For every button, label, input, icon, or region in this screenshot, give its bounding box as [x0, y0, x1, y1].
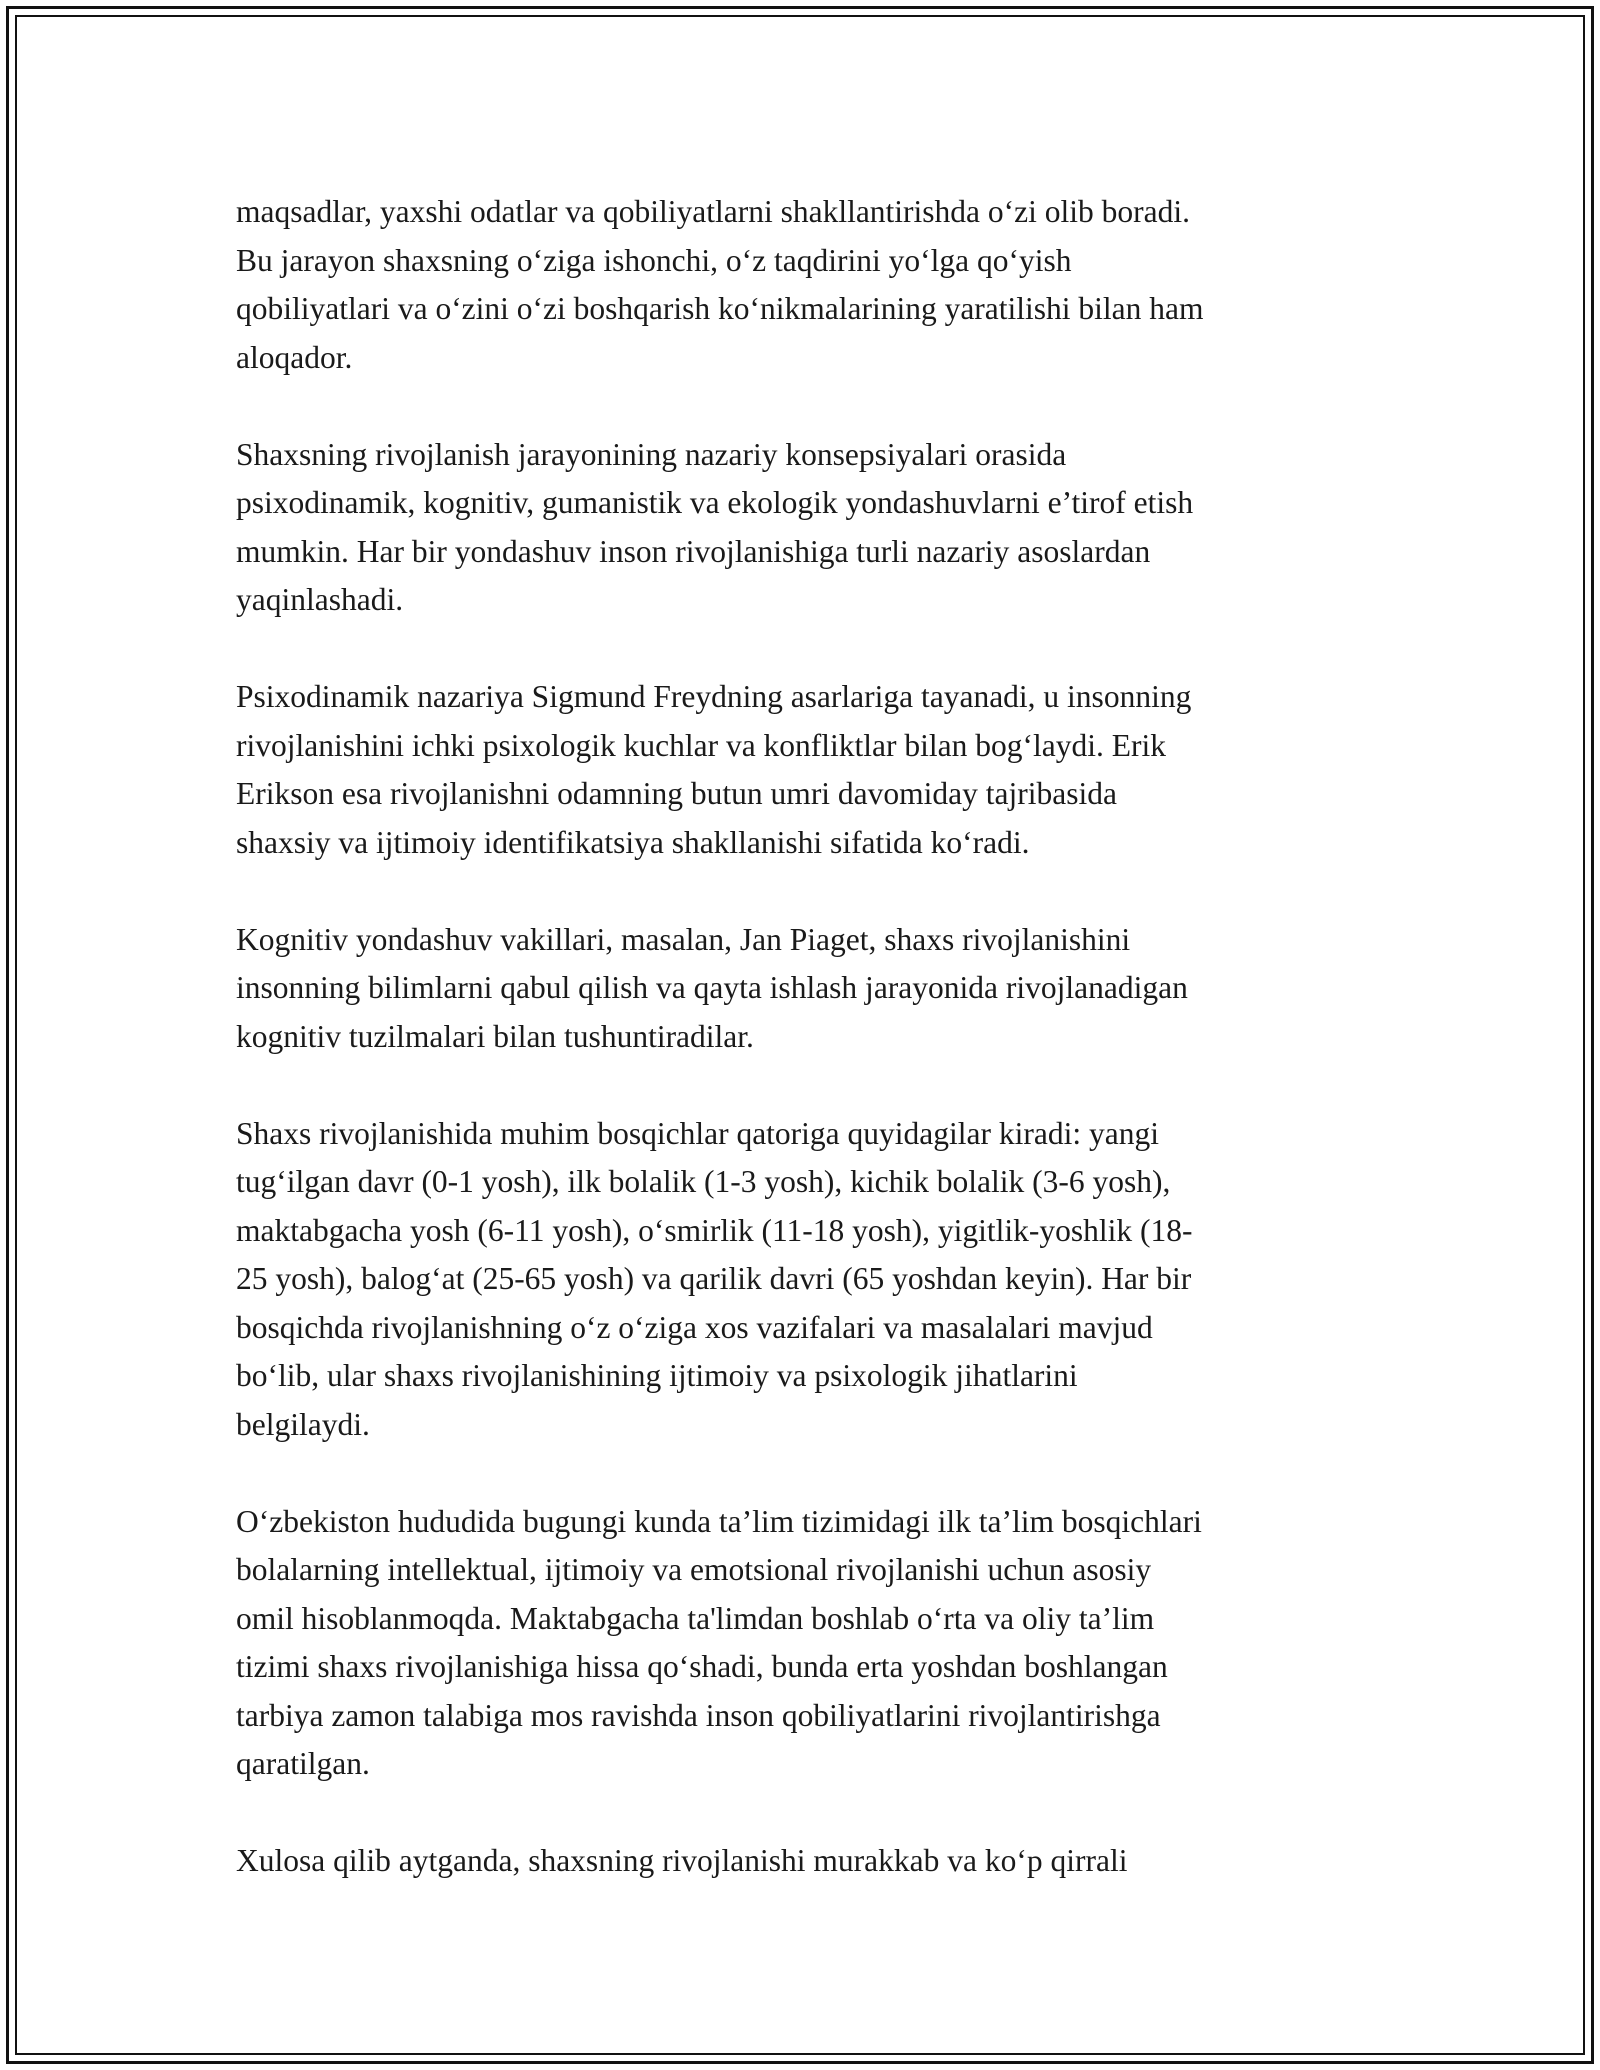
text-line: O‘zbekiston hududida bugungi kunda ta’lim tizimidagi ilk ta’lim bosqichlari: [236, 1503, 1202, 1539]
text-line: Xulosa qilib aytganda, shaxsning rivojlanishi murakkab va ko‘p qirrali: [236, 1843, 1128, 1878]
text-line: bo‘lib, ular shaxs rivojlanishining ijtimoiy va psixologik jihatlarini: [236, 1358, 1078, 1393]
text-line: 25 yosh), balog‘at (25-65 yosh) va qarilik davri (65 yoshdan keyin). Har bir: [236, 1261, 1192, 1296]
text-line: Erikson esa rivojlanishni odamning butun umri davomiday tajribasida: [236, 776, 1117, 811]
text-line: belgilaydi.: [236, 1406, 370, 1442]
text-line: aloqador.: [236, 339, 353, 375]
text-line: tug‘ilgan davr (0-1 yosh), ilk bolalik (1-3 yosh), kichik bolalik (3-6 yosh),: [236, 1164, 1171, 1199]
paragraph-1: [236, 188, 1386, 382]
paragraph-5: [236, 1110, 1386, 1450]
text-line: qaratilgan.: [236, 1746, 370, 1781]
text-line: qobiliyatlari va o‘zini o‘zi boshqarish ko‘nikmalarining yaratilishi bilan ham: [236, 291, 1204, 326]
paragraph-4: [236, 916, 1386, 1062]
text-line: rivojlanishini ichki psixologik kuchlar va konfliktlar bilan bog‘laydi. Erik: [236, 727, 1166, 763]
paragraph-2: [236, 431, 1386, 625]
text-line: Shaxs rivojlanishida muhim bosqichlar qatoriga quyidagilar kiradi: yangi: [236, 1115, 1159, 1151]
text-line: yaqinlashadi.: [236, 582, 404, 617]
text-line: Bu jarayon shaxsning o‘ziga ishonchi, o‘z taqdirini yo‘lga qo‘yish: [236, 242, 1072, 278]
text-line: Shaxsning rivojlanish jarayonining nazariy konsepsiyalari orasida: [236, 436, 1067, 472]
text-line: maqsadlar, yaxshi odatlar va qobiliyatlarni shakllantirishda o‘zi olib boradi.: [236, 194, 1190, 229]
text-line: mumkin. Har bir yondashuv inson rivojlanishiga turli nazariy asoslardan: [236, 533, 1151, 569]
text-line: psixodinamik, kognitiv, gumanistik va ekologik yondashuvlarni e’tirof etish: [236, 485, 1194, 520]
text-line: tarbiya zamon talabiga mos ravishda inson qobiliyatlarini rivojlantirishga: [236, 1697, 1161, 1733]
text-line: kognitiv tuzilmalari bilan tushuntiradilar.: [236, 1018, 754, 1054]
text-line: bosqichda rivojlanishning o‘z o‘ziga xos vazifalari va masalalari mavjud: [236, 1309, 1153, 1345]
text-line: maktabgacha yosh (6-11 yosh), o‘smirlik (11-18 yosh), yigitlik-yoshlik (18-: [236, 1212, 1193, 1248]
text-line: shaxsiy va ijtimoiy identifikatsiya shakllanishi sifatida ko‘radi.: [236, 824, 1030, 860]
paragraph-6: [236, 1498, 1386, 1789]
document-body: [236, 188, 1386, 1934]
text-line: Kognitiv yondashuv vakillari, masalan, Jan Piaget, shaxs rivojlanishini: [236, 921, 1131, 957]
paragraph-7: [236, 1837, 1386, 1886]
text-line: insonning bilimlarni qabul qilish va qayta ishlash jarayonida rivojlanadigan: [236, 970, 1188, 1005]
text-line: bolalarning intellektual, ijtimoiy va emotsional rivojlanishi uchun asosiy: [236, 1552, 1152, 1587]
paragraph-3: [236, 673, 1386, 867]
text-line: omil hisoblanmoqda. Maktabgacha ta'limdan boshlab o‘rta va oliy ta’lim: [236, 1600, 1155, 1636]
text-line: tizimi shaxs rivojlanishiga hissa qo‘shadi, bunda erta yoshdan boshlangan: [236, 1649, 1168, 1684]
text-line: Psixodinamik nazariya Sigmund Freydning asarlariga tayanadi, u insonning: [236, 679, 1192, 714]
